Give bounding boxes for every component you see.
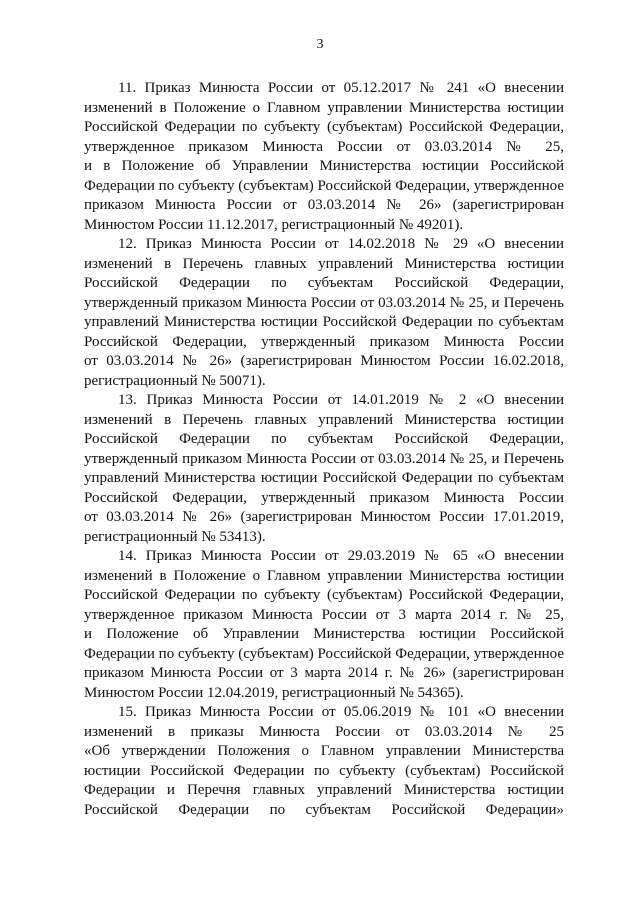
- text-line: регистрационный № 53413).: [84, 528, 266, 545]
- text-line: Российской Федерации по субъекту (субъектам) Российской Федерации,: [84, 119, 564, 135]
- list-item: [84, 235, 564, 391]
- text-line: изменений в приказы Минюста России от 03.03.2014 № 25: [84, 723, 564, 740]
- text-line: утвержденное приказом Минюста России от 03.03.2014 № 25,: [84, 138, 564, 155]
- text-line: 11. Приказ Минюста России от 05.12.2017 № 241 «О внесении: [118, 80, 564, 96]
- text-line: Федерации и Перечня главных управлений Министерства юстиции: [84, 782, 564, 798]
- text-line: Российской Федерации, утвержденный приказом Минюста России: [84, 333, 564, 350]
- list-item: [84, 391, 564, 547]
- text-line: изменений в Положение о Главном управлении Министерства юстиции: [84, 567, 564, 584]
- text-line: приказом Минюста России от 03.03.2014 № 26» (зарегистрирован: [84, 197, 564, 213]
- text-line: 13. Приказ Минюста России от 14.01.2019 № 2 «О внесении: [118, 392, 564, 408]
- text-line: Российской Федерации по субъектам Российской Федерации,: [84, 275, 564, 291]
- text-line: Российской Федерации, утвержденный приказом Минюста России: [84, 489, 564, 506]
- text-line: 15. Приказ Минюста России от 05.06.2019 № 101 «О внесении: [118, 704, 564, 720]
- text-line: Российской Федерации по субъектам Российской Федерации»: [84, 801, 564, 818]
- text-line: Российской Федерации по субъекту (субъектам) Российской Федерации,: [84, 587, 564, 603]
- text-line: от 03.03.2014 № 26» (зарегистрирован Минюстом России 16.02.2018,: [84, 353, 564, 369]
- text-line: изменений в Перечень главных управлений Министерства юстиции: [84, 255, 564, 272]
- text-line: утвержденный приказом Минюста России от 03.03.2014 № 25, и Перечень: [84, 294, 564, 311]
- text-line: Федерации по субъекту (субъектам) Российской Федерации, утвержденное: [84, 177, 564, 194]
- text-line: 14. Приказ Минюста России от 29.03.2019 № 65 «О внесении: [118, 548, 564, 564]
- text-line: изменений в Перечень главных управлений Министерства юстиции: [84, 411, 564, 428]
- list-item: [84, 547, 564, 703]
- document-body: [84, 79, 564, 820]
- text-line: приказом Минюста России от 3 марта 2014 г. № 26» (зарегистрирован: [84, 665, 564, 681]
- list-item: [84, 79, 564, 235]
- text-line: Минюстом России 12.04.2019, регистрационный № 54365).: [84, 684, 464, 701]
- text-line: изменений в Положение о Главном управлении Министерства юстиции: [84, 99, 564, 116]
- page-number: 3: [316, 37, 324, 52]
- text-line: Минюстом России 11.12.2017, регистрационный № 49201).: [84, 216, 464, 233]
- text-line: и в Положение об Управлении Министерства юстиции Российской: [84, 158, 564, 174]
- text-line: от 03.03.2014 № 26» (зарегистрирован Минюстом России 17.01.2019,: [84, 509, 564, 525]
- text-line: управлений Министерства юстиции Российской Федерации по субъектам: [84, 470, 564, 486]
- text-line: регистрационный № 50071).: [84, 372, 266, 389]
- text-line: утвержденное приказом Минюста России от 3 марта 2014 г. № 25,: [84, 606, 564, 623]
- text-line: 12. Приказ Минюста России от 14.02.2018 № 29 «О внесении: [118, 236, 564, 252]
- text-line: и Положение об Управлении Министерства юстиции Российской: [84, 626, 564, 642]
- text-line: «Об утверждении Положения о Главном управлении Министерства: [84, 743, 564, 759]
- text-line: юстиции Российской Федерации по субъекту (субъектам) Российской: [84, 762, 564, 779]
- text-line: управлений Министерства юстиции Российской Федерации по субъектам: [84, 314, 564, 330]
- list-item: [84, 703, 564, 820]
- text-line: утвержденный приказом Минюста России от 03.03.2014 № 25, и Перечень: [84, 450, 564, 467]
- text-line: Российской Федерации по субъектам Российской Федерации,: [84, 431, 564, 447]
- text-line: Федерации по субъекту (субъектам) Российской Федерации, утвержденное: [84, 645, 564, 662]
